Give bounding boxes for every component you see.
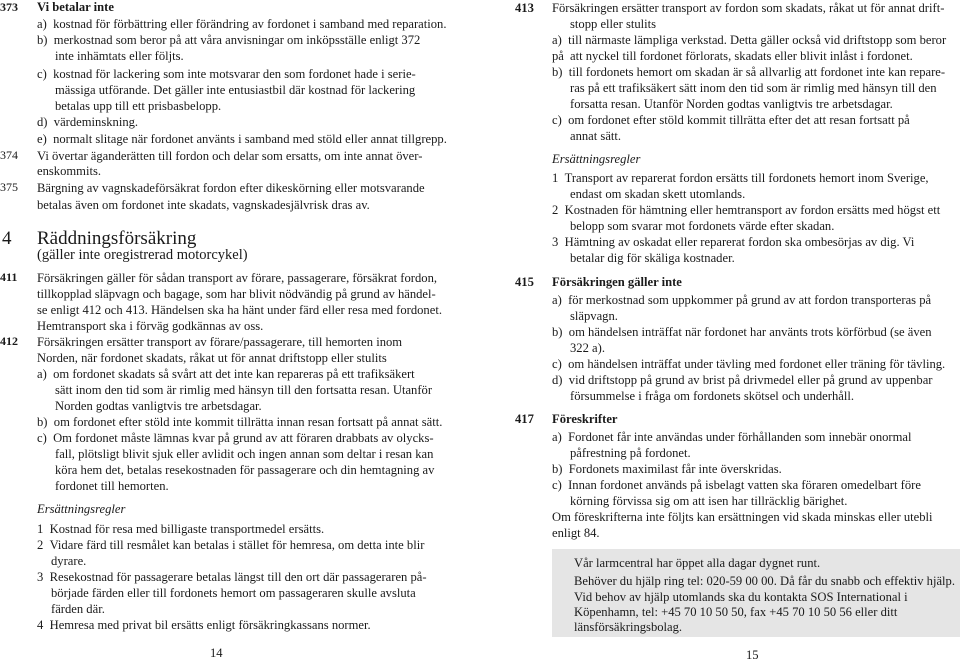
info-line-2: Behöver du hjälp ring tel: 020-59 00 00. Då får du snabb och effektiv hjälp.: [574, 574, 955, 588]
s412-rules-title: Ersättningsregler: [37, 502, 126, 516]
s375-line-2: betalas även om fordonet inte skadats, vagnskadesjälvrisk dras av.: [37, 198, 370, 212]
s417-item-a: a) Fordonet får inte användas under förhållanden som innebär onormal: [552, 430, 912, 444]
s412-item-c-cont3: fordonet till hemorten.: [55, 479, 169, 493]
s411-line-3: se enligt 412 och 413. Händelsen ska ha hänt under färd eller resa med fordonet.: [37, 303, 442, 317]
s413-line-2: stopp eller stulits: [570, 17, 657, 31]
s413-rule-2: 2 Kostnaden för hämtning eller hemtransport av fordon ersätts med högst ett: [552, 203, 941, 217]
s412-rule-1: 1 Kostnad för resa med billigaste transportmedel ersätts.: [37, 522, 325, 536]
s415-item-c: c) om händelsen inträffat under tävling med fordonet eller träning för tävling.: [552, 357, 946, 371]
s412-line-1: Försäkringen ersätter transport av förare/passagerare, till hemorten inom: [37, 335, 403, 349]
s413-rule-3-cont: betalar dig för skäliga kostnader.: [570, 251, 735, 265]
s412-item-a-cont2: Norden godtas vanligtvis tre arbetsdagar.: [55, 399, 262, 413]
s417-item-c: c) Innan fordonet används på isbelagt vatten ska föraren omedelbart före: [552, 478, 921, 492]
s415-item-a-cont: släpvagn.: [570, 309, 618, 323]
s411-line-2: tillkopplad släpvagn och bagage, som har blivit nödvändig på grund av händel-: [37, 287, 436, 301]
s411-line-4: Hemtransport ska i förväg godkännas av oss.: [37, 319, 264, 333]
section-title-417: Föreskrifter: [552, 412, 618, 426]
s413-item-b: b) till fordonets hemort om skadan är så allvarlig att fordonet inte kan repare-: [552, 65, 946, 79]
s413-item-b-cont1: ras på ett trafiksäkert sätt inom den tid som är rimlig med hänsyn till den: [570, 81, 937, 95]
s373-item-d: d) värdeminskning.: [37, 115, 139, 129]
s411-line-1: Försäkringen gäller för sådan transport av förare, passagerare, försäkrat fordon,: [37, 271, 438, 285]
s417-note-cont: enligt 84.: [552, 526, 600, 540]
section-title-415: Försäkringen gäller inte: [552, 275, 682, 289]
section-number-375: 375: [0, 180, 18, 194]
s375-line-1: Bärgning av vagnskadeförsäkrat fordon efter dikeskörning eller motsvarande: [37, 181, 425, 195]
s373-item-e: e) normalt slitage när fordonet använts i samband med stöld eller annat tillgrepp.: [37, 132, 447, 146]
emergency-info-box: [552, 549, 960, 637]
s413-item-c-cont: annat sätt.: [570, 129, 622, 143]
s413-item-b-cont2: forsatta resan. Utanför Norden godtas vanligtvis tre arbetsdagar.: [570, 97, 893, 111]
chapter-subtitle: (gäller inte oregistrerad motorcykel): [37, 247, 248, 263]
chapter-title: Räddningsförsäkring: [37, 228, 197, 249]
s413-rule-1-cont: endast om skadan skett utomlands.: [570, 187, 746, 201]
section-number-411: 411: [0, 270, 18, 284]
section-number-415: 415: [515, 275, 534, 289]
s413-item-c: c) om fordonet efter stöld kommit tillrätta efter det att resan fortsatt på: [552, 113, 910, 127]
s413-line-1: Försäkringen ersätter transport av fordon som skadats, råkat ut för annat drift-: [552, 1, 945, 15]
info-line-1: Vår larmcentral har öppet alla dagar dygnet runt.: [574, 556, 821, 570]
s412-item-b: b) om fordonet efter stöld inte kommit tillrätta innan resan fortsatt på annat sätt.: [37, 415, 443, 429]
s373-item-b: b) merkostnad som beror på att våra anvisningar om inköpsställe enligt 372: [37, 33, 421, 47]
s412-item-a: a) om fordonet skadats så svårt att det inte kan repareras på ett trafiksäkert: [37, 367, 415, 381]
s417-item-b: b) Fordonets maximilast får inte överskridas.: [552, 462, 782, 476]
s374-line-1: Vi övertar äganderätten till fordon och delar som ersatts, om inte annat över-: [37, 149, 423, 163]
s412-item-c-cont2: köra hem det, betalas resekostnaden för passagerare och din hemtagning av: [55, 463, 435, 477]
info-line-4: Köpenhamn, tel: +45 70 10 50 50, fax +45 70 10 50 56 eller ditt: [574, 605, 898, 619]
s412-rule-2: 2 Vidare färd till resmålet kan betalas i stället för hemresa, om detta inte blir: [37, 538, 425, 552]
s415-item-a: a) för merkostnad som uppkommer på grund av att fordon transporteras på: [552, 293, 932, 307]
info-line-5: länsförsäkringsbolag.: [574, 620, 683, 634]
s413-rule-1: 1 Transport av reparerat fordon ersätts till fordonets hemort inom Sverige,: [552, 171, 929, 185]
section-title-373: Vi betalar inte: [37, 0, 114, 14]
s412-rule-3-cont2: färden där.: [51, 602, 105, 616]
section-number-373: 373: [0, 0, 18, 14]
s413-rule-2-cont: belopp som svarar mot fordonets värde efter skadan.: [570, 219, 835, 233]
s373-item-c-cont2: betalas upp till ett prisbasbelopp.: [55, 99, 222, 113]
s415-item-b: b) om händelsen inträffat när fordonet har använts trots körförbud (se även: [552, 325, 932, 339]
s412-item-c: c) Om fordonet måste lämnas kvar på grund av att föraren drabbats av olycks-: [37, 431, 434, 445]
chapter-number: 4: [2, 228, 12, 249]
s412-rule-3-cont1: började färden eller till fordonets hemort om passageraren skulle avsluta: [51, 586, 416, 600]
s415-item-b-cont: 322 a).: [570, 341, 605, 355]
section-number-412: 412: [0, 334, 18, 348]
s415-item-d: d) vid driftstopp på grund av brist på drivmedel eller på grund av uppenbar: [552, 373, 933, 387]
s412-line-2: Norden, när fordonet skadats, råkat ut för annat driftstopp eller stulits: [37, 351, 387, 365]
s415-item-d-cont: försummelse i fråga om fordonets skötsel och underhåll.: [570, 389, 854, 403]
s413-item-a-cont: att nyckel till fordonet förlorats, skadats eller blivit inlåst i fordonet.: [570, 49, 913, 63]
s374-line-2: enskommits.: [37, 164, 102, 178]
s373-item-c-cont1: mässiga utförande. Det gäller inte entusiastbil där kostnad för lackering: [55, 83, 416, 97]
s412-item-c-cont1: fall, plötsligt blivit sjuk eller avlidit och ingen annan som deltar i resan kan: [55, 447, 434, 461]
s413-rule-3: 3 Hämtning av oskadat eller reparerat fordon ska ombesörjas av dig. Vi: [552, 235, 915, 249]
s417-item-a-cont: påfrestning på fordonet.: [570, 446, 691, 460]
section-number-374: 374: [0, 148, 18, 162]
s417-note: Om föreskrifterna inte följts kan ersättningen vid skada minskas eller utebli: [552, 510, 933, 524]
s412-rule-2-cont: dyrare.: [51, 554, 87, 568]
s373-item-c: c) kostnad för lackering som inte motsvarar den som fordonet hade i serie-: [37, 67, 416, 81]
section-number-417: 417: [515, 412, 534, 426]
page-number-left: 14: [210, 646, 223, 660]
page-number-right: 15: [746, 648, 759, 662]
s412-rule-4: 4 Hemresa med privat bil ersätts enligt försäkringkassans normer.: [37, 618, 371, 632]
s373-item-a: a) kostnad för förbättring eller förändring av fordonet i samband med reparation.: [37, 17, 447, 31]
section-number-413: 413: [515, 1, 534, 15]
s412-item-a-cont1: sätt inom den tid som är rimlig med hänsyn till den fortsatta resan. Utanför: [55, 383, 433, 397]
s413-rules-title: Ersättningsregler: [552, 152, 641, 166]
s417-item-c-cont: körning förvissa sig om att isen har tillräcklig bärighet.: [570, 494, 848, 508]
s373-item-b-cont: inte inhämtats eller följts.: [55, 49, 184, 63]
s412-rule-3: 3 Resekostnad för passagerare betalas längst till den ort där passageraren på-: [37, 570, 427, 584]
s413-item-a: a) till närmaste lämpliga verkstad. Detta gäller också vid driftstopp som beror på: [552, 33, 947, 64]
info-line-3: Vid behov av hjälp utomlands ska du kontakta SOS International i: [574, 590, 908, 604]
